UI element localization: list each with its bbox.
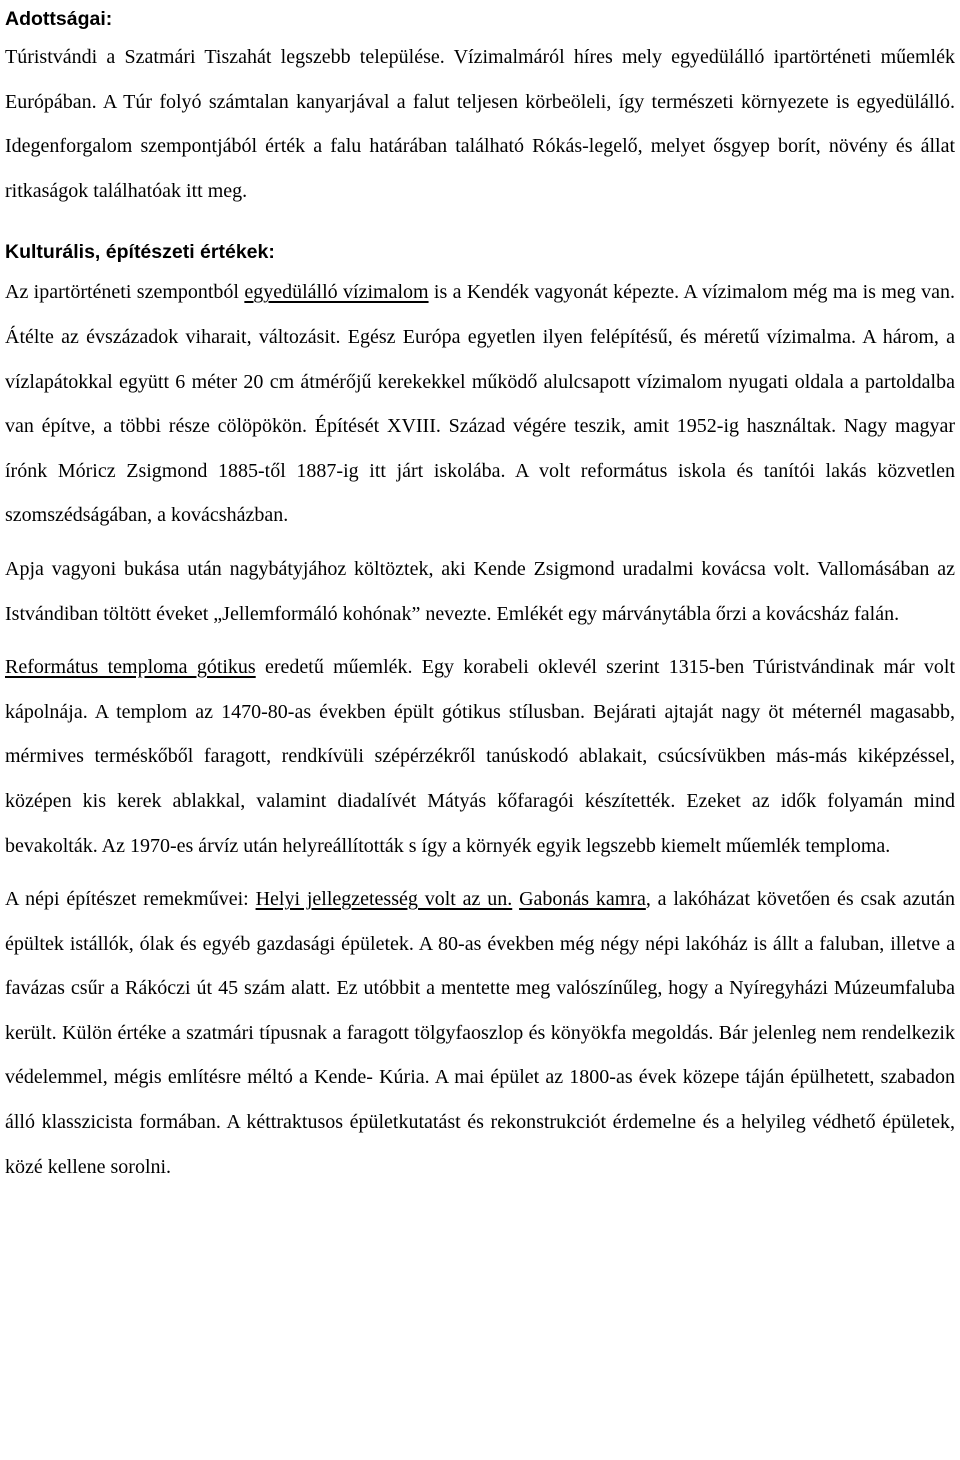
- paragraph-nepi-epiteszet: [5, 877, 955, 1189]
- document-page: [5, 0, 955, 1189]
- paragraph-text: Apja vagyoni bukása után nagybátyjához költöztek, aki Kende Zsigmond uradalmi kovácsa volt. Vallomásában az Istvándiban töltött éveket „Jellemformáló kohónak” nevezte. Emlékét egy márványtábla őrzi a kovácsház falán.: [5, 557, 955, 625]
- underlined-helyi-jellegzetesseg: Helyi jellegzetesség volt az un.: [255, 888, 513, 911]
- paragraph-kovacs: [5, 547, 955, 636]
- paragraph-text-post: is a Kendék vagyonát képezte. A vízimalom még ma is meg van. Átélte az évszázadok viharait, változásit. Egész Európa egyetlen ilyen felépítésű, és méretű vízimalma. A három, a vízlapátokkal együtt 6 méter 20 cm átmérőjű kerekekkel működő alulcsapott vízimalom nyugati oldala a partoldalba van építve, a többi része cölöpökön. Építését XVIII. Század végére teszik, amit 1952-ig használtak. Nagy magyar írónk Móricz Zsigmond 1885-től 1887-ig itt járt iskolába. A volt református iskola és tanítói lakás közvetlen szomszédságában, a kovácsházban.: [5, 281, 955, 527]
- paragraph-text-post: , a lakóházat követően és csak azután épültek istállók, ólak és egyéb gazdasági épületek. A 80-as években még négy népi lakóház is állt a faluban, illetve a favázas csűr a Rákóczi út 45 szám alatt. Ez utóbbit a mentette meg valószínűleg, hogy a Nyíregyházi Múzeumfaluba került. Külön értéke a szatmári típusnak a faragott tölgyfaoszlop és könyökfa megoldás. Bár jelenleg nem rendelkezik védelemmel, mégis említésre méltó a Kende- Kúria. A mai épület az 1800-as évek közepe táján épülhetett, szabadon álló klasszicista formában. A kéttraktusos épületkutatást és rekonstrukciót érdemelne és a helyileg védhető épületek, közé kellene sorolni.: [5, 888, 955, 1178]
- underlined-vizimalom: egyedülálló vízimalom: [244, 281, 429, 304]
- section-heading-adottsagai: Adottságai:: [5, 8, 113, 30]
- section-heading-kulturalis: Kulturális, építészeti értékek:: [5, 241, 275, 264]
- paragraph-text-post: eredetű műemlék. Egy korabeli oklevél szerint 1315-ben Túristvándinak már volt kápolnája. A templom az 1470-80-as években épült gótikus stílusban. Bejárati ajtaját nagy öt méternél magasabb, mérmives terméskőből faragott, rendkívüli szépérzékről tanúskodó ablakait, csúcsívükben más-más kiképzéssel, középen kis kerek ablakkal, valamint diadalívét Mátyás kőfaragói készítették. Ezeket az idők folyamán mind bevakolták. Az 1970-es árvíz után helyreállították s így a környék egyik legszebb kiemelt műemlék temploma.: [5, 656, 955, 857]
- paragraph-text-pre: A népi építészet remekművei:: [5, 888, 256, 911]
- paragraph-vizimalom: [5, 270, 955, 538]
- underlined-templom: Református temploma gótikus: [5, 656, 256, 679]
- paragraph-text-pre: Az ipartörténeti szempontból: [5, 281, 245, 304]
- paragraph-text: Túristvándi a Szatmári Tiszahát legszebb települése. Vízimalmáról híres mely egyedülálló ipartörténeti műemlék Európában. A Túr folyó számtalan kanyarjával a falut teljesen körbeöleli, így természeti környezete is egyedülálló. Idegenforgalom szempontjából érték a falu határában található Rókás-legelő, melyet ősgyep borít, növény és állat ritkaságok találhatóak itt meg.: [5, 46, 955, 202]
- paragraph-adottsagai: [5, 35, 955, 213]
- paragraph-templom: [5, 645, 955, 868]
- underlined-gabonas-kamra: Gabonás kamra: [519, 888, 646, 911]
